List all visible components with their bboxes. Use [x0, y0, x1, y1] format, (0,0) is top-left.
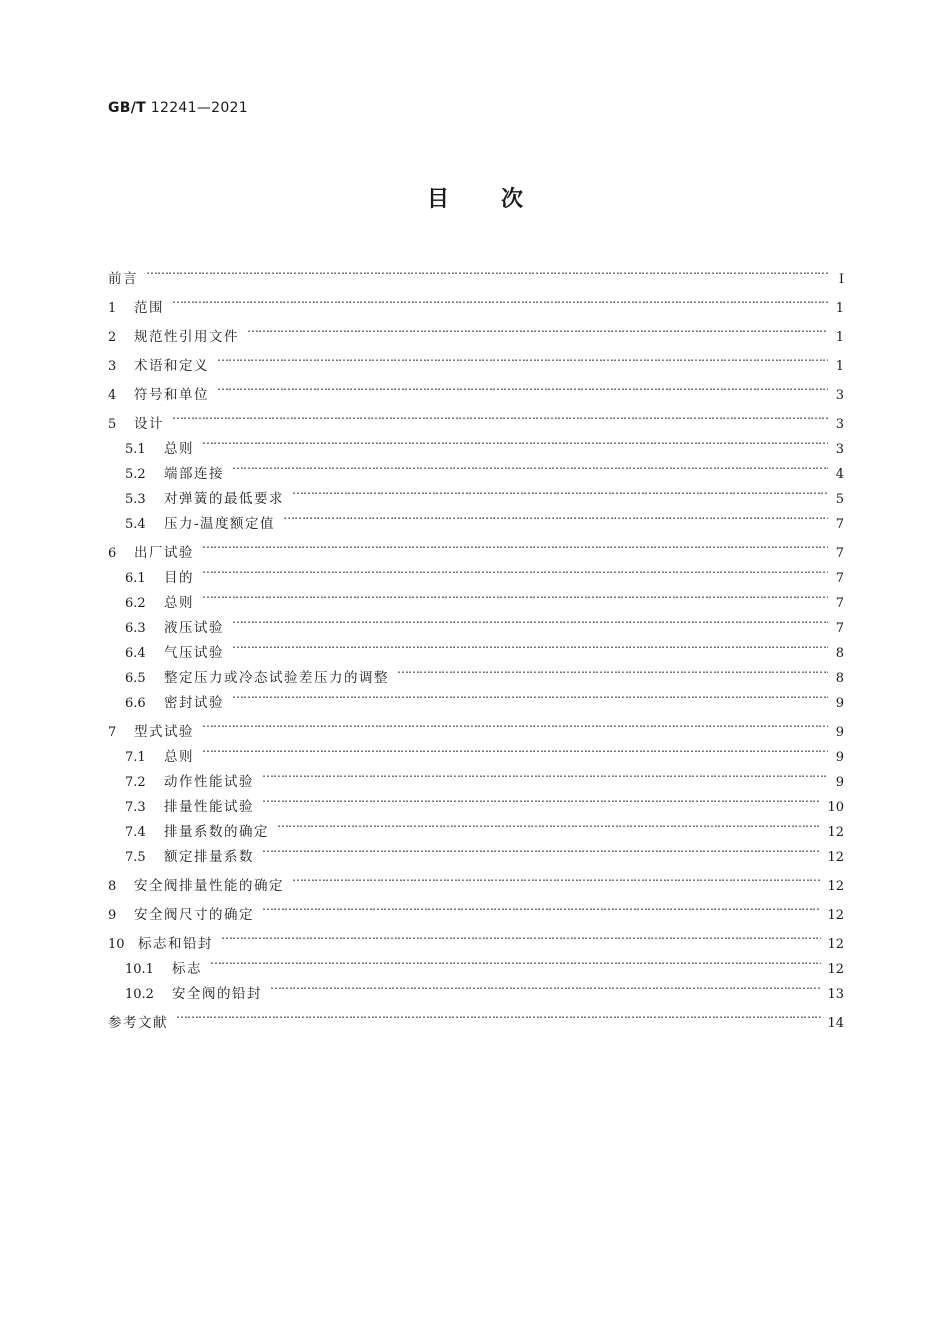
toc-entry[interactable] — [108, 316, 844, 345]
dot-leader — [217, 374, 828, 399]
toc-subentry[interactable] — [108, 761, 844, 790]
dot-leader — [176, 1002, 821, 1027]
toc-entry-number: 6.5 — [125, 671, 146, 686]
toc-entry-page: 1 — [835, 301, 844, 316]
dot-leader — [262, 786, 821, 811]
toc-entry-page: 12 — [827, 937, 844, 952]
toc-entry-page: 5 — [835, 492, 844, 507]
toc-subentry[interactable] — [108, 607, 844, 636]
toc-entry-number: 9 — [108, 908, 117, 923]
toc-entry-number: 6.4 — [125, 646, 146, 661]
toc-entry-number: 10.2 — [125, 987, 154, 1002]
toc-entry-number: 8 — [108, 879, 117, 894]
toc-entry-page: 7 — [835, 596, 844, 611]
dot-leader — [277, 811, 821, 836]
toc-entry-label: 安全阀排量性能的确定 — [134, 878, 284, 894]
toc-entry-label: 参考文献 — [108, 1015, 168, 1031]
toc-entry-page: 8 — [835, 671, 844, 686]
toc-entry-label: 整定压力或冷态试验差压力的调整 — [164, 670, 389, 686]
toc-entry-number: 6.3 — [125, 621, 146, 636]
dot-leader — [247, 316, 828, 341]
dot-leader — [202, 428, 828, 453]
toc-entry-label: 额定排量系数 — [164, 849, 254, 865]
toc-subentry[interactable] — [108, 582, 844, 611]
dot-leader — [202, 711, 828, 736]
toc-entry-number: 10.1 — [125, 962, 154, 977]
toc-entry-label: 液压试验 — [164, 620, 224, 636]
toc-entry-label: 气压试验 — [164, 645, 224, 661]
toc-entry-number: 5.4 — [125, 517, 146, 532]
toc-entry-page: 12 — [827, 825, 844, 840]
toc-subentry[interactable] — [108, 948, 844, 977]
toc-entry-number: 7.2 — [125, 775, 146, 790]
toc-entry-page: 12 — [827, 908, 844, 923]
toc-entry-number: 7.1 — [125, 750, 146, 765]
table-of-contents — [108, 258, 844, 1031]
toc-entry-number: 10 — [108, 937, 125, 952]
toc-entry[interactable] — [108, 403, 844, 432]
toc-entry-page: 13 — [827, 987, 844, 1002]
toc-entry-page: 9 — [835, 696, 844, 711]
toc-entry-label: 对弹簧的最低要求 — [164, 491, 284, 507]
toc-entry-label: 前言 — [108, 271, 138, 287]
toc-entry-page: 3 — [835, 388, 844, 403]
toc-entry-number: 5.1 — [125, 442, 146, 457]
dot-leader — [262, 761, 828, 786]
dot-leader — [202, 532, 828, 557]
dot-leader — [270, 973, 821, 998]
toc-entry-label: 排量性能试验 — [164, 799, 254, 815]
standard-number: 12241—2021 — [150, 100, 248, 116]
toc-entry-label: 总则 — [164, 441, 194, 457]
toc-entry-number: 6.6 — [125, 696, 146, 711]
toc-subentry[interactable] — [108, 428, 844, 457]
toc-entry-page: 9 — [835, 775, 844, 790]
toc-entry-label: 动作性能试验 — [164, 774, 254, 790]
dot-leader — [202, 736, 828, 761]
toc-entry-label: 密封试验 — [164, 695, 224, 711]
toc-entry-label: 目的 — [164, 570, 194, 586]
dot-leader — [232, 632, 828, 657]
toc-entry-number: 6.1 — [125, 571, 146, 586]
toc-subentry[interactable] — [108, 973, 844, 1002]
toc-entry-number: 5.3 — [125, 492, 146, 507]
toc-entry-label: 规范性引用文件 — [134, 329, 239, 345]
toc-subentry[interactable] — [108, 736, 844, 765]
toc-entry-label: 安全阀尺寸的确定 — [134, 907, 254, 923]
dot-leader — [292, 865, 821, 890]
toc-entry[interactable] — [108, 258, 844, 287]
toc-entry-number: 7.5 — [125, 850, 146, 865]
toc-entry-label: 范围 — [134, 300, 164, 316]
toc-entry-label: 出厂试验 — [134, 545, 194, 561]
toc-entry[interactable] — [108, 345, 844, 374]
toc-entry-number: 1 — [108, 301, 117, 316]
toc-entry-number: 3 — [108, 359, 117, 374]
dot-leader — [221, 923, 821, 948]
dot-leader — [283, 503, 828, 528]
toc-entry-number: 7.3 — [125, 800, 146, 815]
toc-entry[interactable] — [108, 374, 844, 403]
toc-entry-page: 10 — [827, 800, 844, 815]
toc-entry-number: 2 — [108, 330, 117, 345]
toc-entry-page: 7 — [835, 621, 844, 636]
toc-entry-page: 7 — [835, 517, 844, 532]
toc-entry-number: 6 — [108, 546, 117, 561]
toc-entry-page: 3 — [835, 442, 844, 457]
toc-entry-page: 9 — [835, 725, 844, 740]
toc-entry[interactable] — [108, 711, 844, 740]
toc-entry[interactable] — [108, 532, 844, 561]
toc-entry-page: 12 — [827, 962, 844, 977]
dot-leader — [292, 478, 828, 503]
toc-entry-page: 8 — [835, 646, 844, 661]
toc-entry-label: 端部连接 — [164, 466, 224, 482]
toc-entry-label: 总则 — [164, 749, 194, 765]
toc-entry-label: 安全阀的铅封 — [172, 986, 262, 1002]
toc-entry-page: 1 — [835, 359, 844, 374]
toc-entry[interactable] — [108, 287, 844, 316]
toc-entry-number: 5.2 — [125, 467, 146, 482]
toc-entry-label: 压力-温度额定值 — [164, 516, 276, 532]
dot-leader — [262, 836, 821, 861]
toc-entry-number: 4 — [108, 388, 117, 403]
toc-entry-page: 3 — [835, 417, 844, 432]
dot-leader — [202, 557, 828, 582]
toc-entry-label: 总则 — [164, 595, 194, 611]
toc-entry-page: Ⅰ — [838, 272, 844, 287]
dot-leader — [217, 345, 828, 370]
toc-subentry[interactable] — [108, 453, 844, 482]
dot-leader — [397, 657, 828, 682]
dot-leader — [202, 582, 828, 607]
toc-entry-label: 符号和单位 — [134, 387, 209, 403]
toc-subentry[interactable] — [108, 557, 844, 586]
toc-entry-page: 9 — [835, 750, 844, 765]
toc-entry-label: 排量系数的确定 — [164, 824, 269, 840]
toc-entry[interactable] — [108, 1002, 844, 1031]
toc-entry-page: 14 — [827, 1016, 844, 1031]
toc-entry-page: 7 — [835, 571, 844, 586]
standard-prefix: GB/T — [108, 100, 147, 116]
toc-entry-label: 标志 — [172, 961, 202, 977]
dot-leader — [146, 258, 828, 283]
dot-leader — [232, 682, 828, 707]
toc-entry-page: 7 — [835, 546, 844, 561]
dot-leader — [172, 403, 828, 428]
toc-entry-label: 标志和铅封 — [138, 936, 213, 952]
dot-leader — [232, 453, 828, 478]
toc-entry-label: 术语和定义 — [134, 358, 209, 374]
page-title: 目次 — [426, 187, 575, 212]
toc-entry-number: 7 — [108, 725, 117, 740]
toc-entry-number: 6.2 — [125, 596, 146, 611]
dot-leader — [262, 894, 821, 919]
toc-entry-label: 型式试验 — [134, 724, 194, 740]
standard-code — [108, 100, 248, 116]
dot-leader — [172, 287, 828, 312]
toc-entry-number: 7.4 — [125, 825, 146, 840]
toc-entry-page: 12 — [827, 879, 844, 894]
toc-entry-number: 5 — [108, 417, 117, 432]
toc-entry-page: 1 — [835, 330, 844, 345]
toc-entry-label: 设计 — [134, 416, 164, 432]
dot-leader — [232, 607, 828, 632]
toc-entry-page: 4 — [835, 467, 844, 482]
dot-leader — [210, 948, 821, 973]
toc-entry-page: 12 — [827, 850, 844, 865]
